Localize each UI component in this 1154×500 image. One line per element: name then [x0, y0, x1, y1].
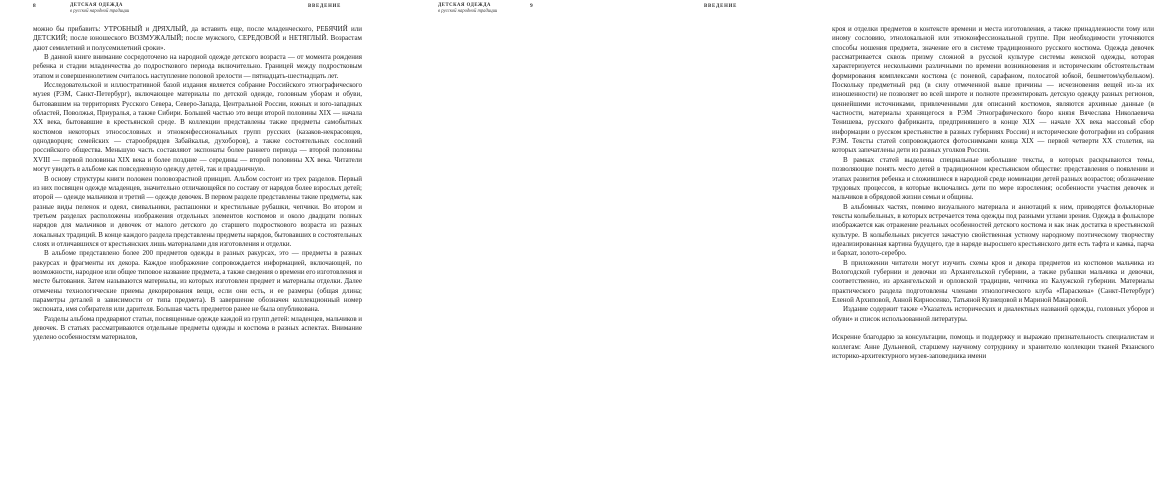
section-label: ВВЕДЕНИЕ	[308, 4, 342, 9]
paragraph: В приложении читатели могут изучить схемы кроя и декора предметов из костюмов мальчика из Вологодской губернии и девочки из Архангельской губернии, а также рубашки мальчика и девочки, соответственно, из архангельской и орловской традиции, чепчика из Калужской губернии. Материалы практического раздела подготовлены членами этнологического клуба «Параскева» (Санкт-Петербург) Еленой Архиповой, Анной Кирносенко, Татьяной Кузнецовой и Мариной Макаровой.	[832, 258, 1154, 304]
paragraph: В основу структуры книги положен половозрастной принцип. Альбом состоит из трех разделов. Первый из них посвящен одежде младенцев, значительно отличающейся по составу от нарядов более взрослых детей; второй — одежде мальчиков и третий — одежде девочек. В первом разделе представлены такие предметы, как разные виды пеленок и одеял, свивальники, распашонки и крестильные рубашки, чепчики. Во втором и третьем разделах расположены изображения отдельных элементов костюмов и около двадцати полных нарядов для мальчиков и девочек от малого детского до старшего подросткового возраста из разных локальных традиций. В конце каждого раздела представлены предметы нарядов, бытовавших в состоятельных слоях и отличавшихся от крестьянских лишь материалами для изготовления и отделки.	[33, 174, 362, 248]
running-title	[70, 3, 129, 14]
paragraph: кроя и отделки предметов в контексте времени и места изготовления, а также принадлежности тому или иному сословию, этнолокальной или этноконфессиональной группе. При необходимости уточняются способы ношения предмета, значение его в системе традиционного русского костюма. Одежда девочек рассматривается сквозь призму сложной в русской культуре системы женской одежды, которая характеризуется несколькими различными по времени возникновения и историческим обстоятельствам формирования комплексами костюма (с поневой, сарафаном, полосатой юбкой, бешметом/кубельком). Поскольку предметный ряд (в силу отмеченной выше причины — исчезновения вещей из-за их изношенности) не позволяет во всей широте и полноте презентировать детскую одежду разных регионов, ценнейшими источниками, привлеченными для описаний костюмов, являются архивные данные (в частности, материалы хранящегося в РЭМ Этнографического бюро князя Вячеслава Николаевича Тенишева, русского фабриканта, предпринявшего в конце XIX — начале XX века массовый сбор информации о русском крестьянстве в разных губерниях России) и исторические фотографии из собрания РЭМ. Тексты статей сопровождаются фотоснимками конца XIX — первой четверти XX столетия, на которых запечатлены дети из разных уголков России.	[832, 25, 1154, 155]
right-page-text	[832, 25, 1154, 361]
paragraph: Издание содержит также «Указатель исторических и диалектных названий одежды, головных уборов и обуви» и список использованной литературы.	[832, 305, 1154, 323]
running-title-subtitle: в русской народной традиции	[70, 8, 130, 14]
left-page	[0, 0, 394, 500]
paragraph: Искренне благодарю за консультации, помощь и поддержку и выражаю признательность специалистам и коллегам: Анне Дульневой, старшему научному сотруднику и хранителю коллекции тканей Рязанского историко-архитектурного музея-заповедника имени	[832, 333, 1154, 361]
left-page-text	[33, 25, 362, 343]
paragraph: В данной книге внимание сосредоточено на народной одежде детского возраста — от момента рождения ребенка и стадии младенчества до подросткового периода включительно. Границей между подростковым этапом и совершеннолетием считалось наступление половой зрелости — пятнадцать-шестнадцать лет.	[33, 53, 362, 80]
paragraph: В рамках статей выделены специальные небольшие тексты, в которых раскрываются темы, позволяющие понять место детей в традиционном крестьянском обществе: представления о появлении и этапах развития ребенка и сложившиеся в народной среде номинации детей разных возрастов; обозначение трудовых процессов, в которые включались дети по мере взросления; особенности участия девочек и мальчиков в обрядовой жизни семьи и общины.	[832, 155, 1154, 202]
left-page-number: 8	[33, 3, 36, 9]
right-page-number: 9	[530, 3, 533, 9]
running-title-subtitle: в русской народной традиции	[438, 8, 498, 14]
paragraph: В альбоме представлено более 200 предметов одежды в разных ракурсах, это — предметы в разных ракурсах и фрагменты их декора. Каждое изображение сопровождается информацией, включающей, по возможности, народное или общее типовое название предмета, а также сведения о времени его изготовления и месте бытования. Затем называются материалы, из которых изготовлен предмет и материалы отделки. Далее отмечены технологические приемы декорирования вещи, если они есть, и ее размеры (общая длина; параметры деталей в зависимости от типа предмета). В завершение обозначен коллекционный номер экспоната, имя собирателя или дарителя. Большая часть предметов ранее не была опубликована.	[33, 249, 362, 314]
paragraph: Разделы альбома предваряют статьи, посвященные одежде каждой из групп детей: младенцев, мальчиков и девочек. В статьях рассматриваются отдельные предметы одежды и костюма в разных аспектах. Внимание уделено особенностям материалов,	[33, 314, 362, 342]
running-title-main: ДЕТСКАЯ ОДЕЖДА	[70, 3, 123, 8]
paragraph: Исследовательской и иллюстративной базой издания является собрание Российского этнографического музея (РЭМ, Санкт-Петербург), включающее материалы по детской одежде, головным уборам и обуви, бытовавшим на территориях Русского Севера, Северо-Запада, Центральной России, южных и юго-западных областей, Поволжья, Приуралья, а также Сибири. Большей частью это вещи второй половины XIX — начала XX века, бытовавшие в крестьянской среде. В коллекции представлены также предметы самобытных костюмов некоторых этносословных и этноконфессиональных групп русских (казаков-некрасовцев, однодворцев; семейских — старообрядцев Забайкалья, духоборов), а также состоятельных сословий российского общества. Меньшую часть составляют экспонаты более раннего периода — второй половины XVIII — первой половины XIX века и более поздние — середины — второй половины XX века. Читатели могут увидеть в альбоме как повседневную одежду детей, так и праздничную.	[33, 81, 362, 174]
running-title-main: ДЕТСКАЯ ОДЕЖДА	[438, 3, 491, 8]
right-page	[394, 0, 1154, 500]
paragraph: В альбомных частях, помимо визуального материала и аннотаций к ним, приводятся фольклорные тексты колыбельных, в которых встречается тема одежды под разными углами зрения. Одежда в фольклоре изображается как отражение реальных особенностей детского костюма и как знак достатка в крестьянской культуре. В колыбельных рисуется зачастую свойственная устному народному поэтическому творчеству идеализированная картина будущего, где в наряде выросшего крестьянского дитя есть тафта и камка́, парча и бархат, золото-серебро.	[832, 202, 1154, 258]
running-title	[438, 3, 497, 14]
section-label: ВВЕДЕНИЕ	[704, 4, 738, 9]
paragraph: можно бы прибавить: УТРОБНЫЙ и ДРЯХЛЫЙ, да вставить еще, после младенческого, РЕБЯЧИЙ или ДЕТСКИЙ; после юношеского ВОЗМУЖАЛЫЙ; после мужского, СЕРЕДОВОЙ и НЕТЯГЛЫЙ. Возрастам дают семилетний и полусемилетний сроки».	[33, 25, 362, 52]
